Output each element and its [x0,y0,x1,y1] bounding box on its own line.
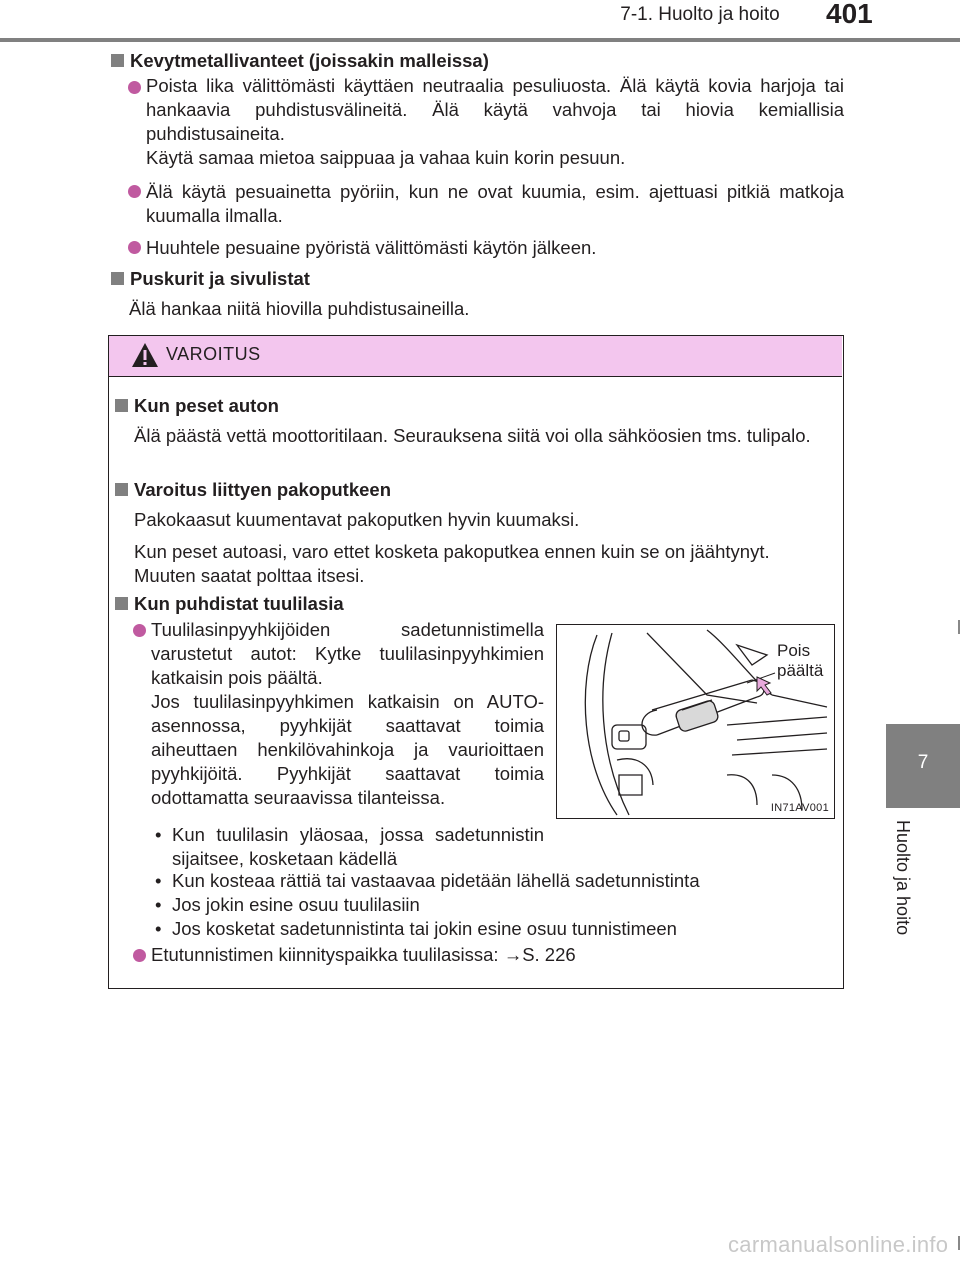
exhaust-heading: Varoitus liittyen pakoputkeen [115,478,391,502]
illustration-code: IN71AV001 [770,802,829,814]
section-title: 7-1. Huolto ja hoito [620,4,780,25]
wiper-switch-illustration [556,624,835,819]
sub-item: Jos jokin esine osuu tuulilasiin [172,894,420,915]
page-number: 401 [826,0,873,29]
exhaust-text-1: Pakokaasut kuumentavat pakoputken hyvin kuumaksi. [134,509,580,530]
square-bullet-icon [115,399,128,412]
bumpers-text: Älä hankaa niitä hiovilla puhdistusaineilla. [129,298,470,319]
windshield-heading: Kun puhdistat tuulilasia [115,592,344,616]
bumpers-heading: Puskurit ja sivulistat [111,267,310,291]
windshield-bullet-2: Etutunnistimen kiinnityspaikka tuulilasissa: →S. 226 [151,944,576,965]
wash-heading: Kun peset auton [115,394,279,418]
bullet-dot-icon [128,81,141,94]
chapter-number: 7 [917,752,929,773]
bullet-dot-icon [128,185,141,198]
off-callout: Pois päältä [777,641,824,680]
bullet-dot-icon [133,624,146,637]
warning-title: VAROITUS [166,344,261,364]
alloy-bullet-3: Huuhtele pesuaine pyöristä välittömästi käytön jälkeen. [146,237,597,258]
warning-box: VAROITUS Kun peset auton Älä päästä vettä moottoritilaan. Seurauksena siitä voi olla sähköosien tms. tulipalo. Varoitus liittyen pakoputkeen Pakokaasut kuumentavat pakoputken hyvin kuumaksi. Kun peset autoasi, varo ettet kosketa pakoputkea ennen kuin se on jäähtynyt. Muuten saatat polttaa itsesi. Kun puhdistat tuulilasia Tuulilasinpyyhkijöiden sadetunnistimella varustetut autot: Kytke tuulilasinpyyhkimien katkaisin pois päältä. Jos tuulilasinpyyhkimen katkaisin on AUTO-asennossa, pyyhkijät saattavat toimia aiheuttaen henkilövahinkoja ja vaurioittaen pyyhkijöitä. Pyyhkijät saattavat toimia odottamatta seuraavissa tilanteissa. • Kun tuulilasin yläosaa, jossa sadetunnistin sijaitsee, kosketaan kädellä • Kun kosteaa rättiä tai vastaavaa pidetään lähellä sadetunnistinta • Jos jokin esine osuu tuulilasiin • Jos kosketat sadetunnistinta tai jokin esine osuu tunnistimeen Etutunnistimen kiinnityspaikka tuulilasissa: →S. 226 [108,335,844,989]
sub-item: Jos kosketat sadetunnistinta tai jokin esine osuu tunnistimeen [172,918,677,939]
alloy-bullet-2: Älä käytä pesuainetta pyöriin, kun ne ovat kuumia, esim. ajettuasi pitkiä matkoja kuumalla ilmalla. [146,181,844,226]
bullet-dot-icon [133,949,146,962]
square-bullet-icon [115,597,128,610]
windshield-bullet-1: Tuulilasinpyyhkijöiden sadetunnistimella varustetut autot: Kytke tuulilasinpyyhkimien katkaisin pois päältä. Jos tuulilasinpyyhkimen katkaisin on AUTO-asennossa, pyyhkijät saattavat toimia aiheuttaen henkilövahinkoja ja vaurioittaen pyyhkijöitä. Pyyhkijät saattavat toimia odottamatta seuraavissa tilanteissa. [151,619,544,808]
alloy-bullet-1: Poista lika välittömästi käyttäen neutraalia pesuliuosta. Älä käytä kovia harjoja tai hankaavia puhdistusvälineitä. Älä käytä vahvoja tai hiovia kemiallisia puhdistusaineita. Käytä samaa mietoa saippuaa ja vahaa kuin korin pesuun. [146,75,844,168]
chapter-label: Huolto ja hoito [893,820,913,936]
wash-text: Älä päästä vettä moottoritilaan. Seurauksena siitä voi olla sähköosien tms. tulipalo. [134,425,811,446]
warning-title-bar [109,336,842,377]
sub-item: Kun tuulilasin yläosaa, jossa sadetunnistin sijaitsee, kosketaan kädellä [172,824,544,869]
chapter-label-box [892,820,924,960]
bullet-dot-icon [128,241,141,254]
header-rule [0,38,960,42]
warning-triangle-icon [131,342,159,368]
sub-item: Kun kosteaa rättiä tai vastaavaa pidetään lähellä sadetunnistinta [172,870,700,891]
square-bullet-icon [115,483,128,496]
footer-watermark: carmanualsonline.info [728,1232,949,1257]
chapter-tab [886,724,960,808]
alloy-heading: Kevytmetallivanteet (joissakin malleissa) [111,49,489,73]
exhaust-text-2: Kun peset autoasi, varo ettet kosketa pakoputkea ennen kuin se on jäähtynyt. Muuten saatat polttaa itsesi. [134,541,770,586]
square-bullet-icon [111,272,124,285]
square-bullet-icon [111,54,124,67]
